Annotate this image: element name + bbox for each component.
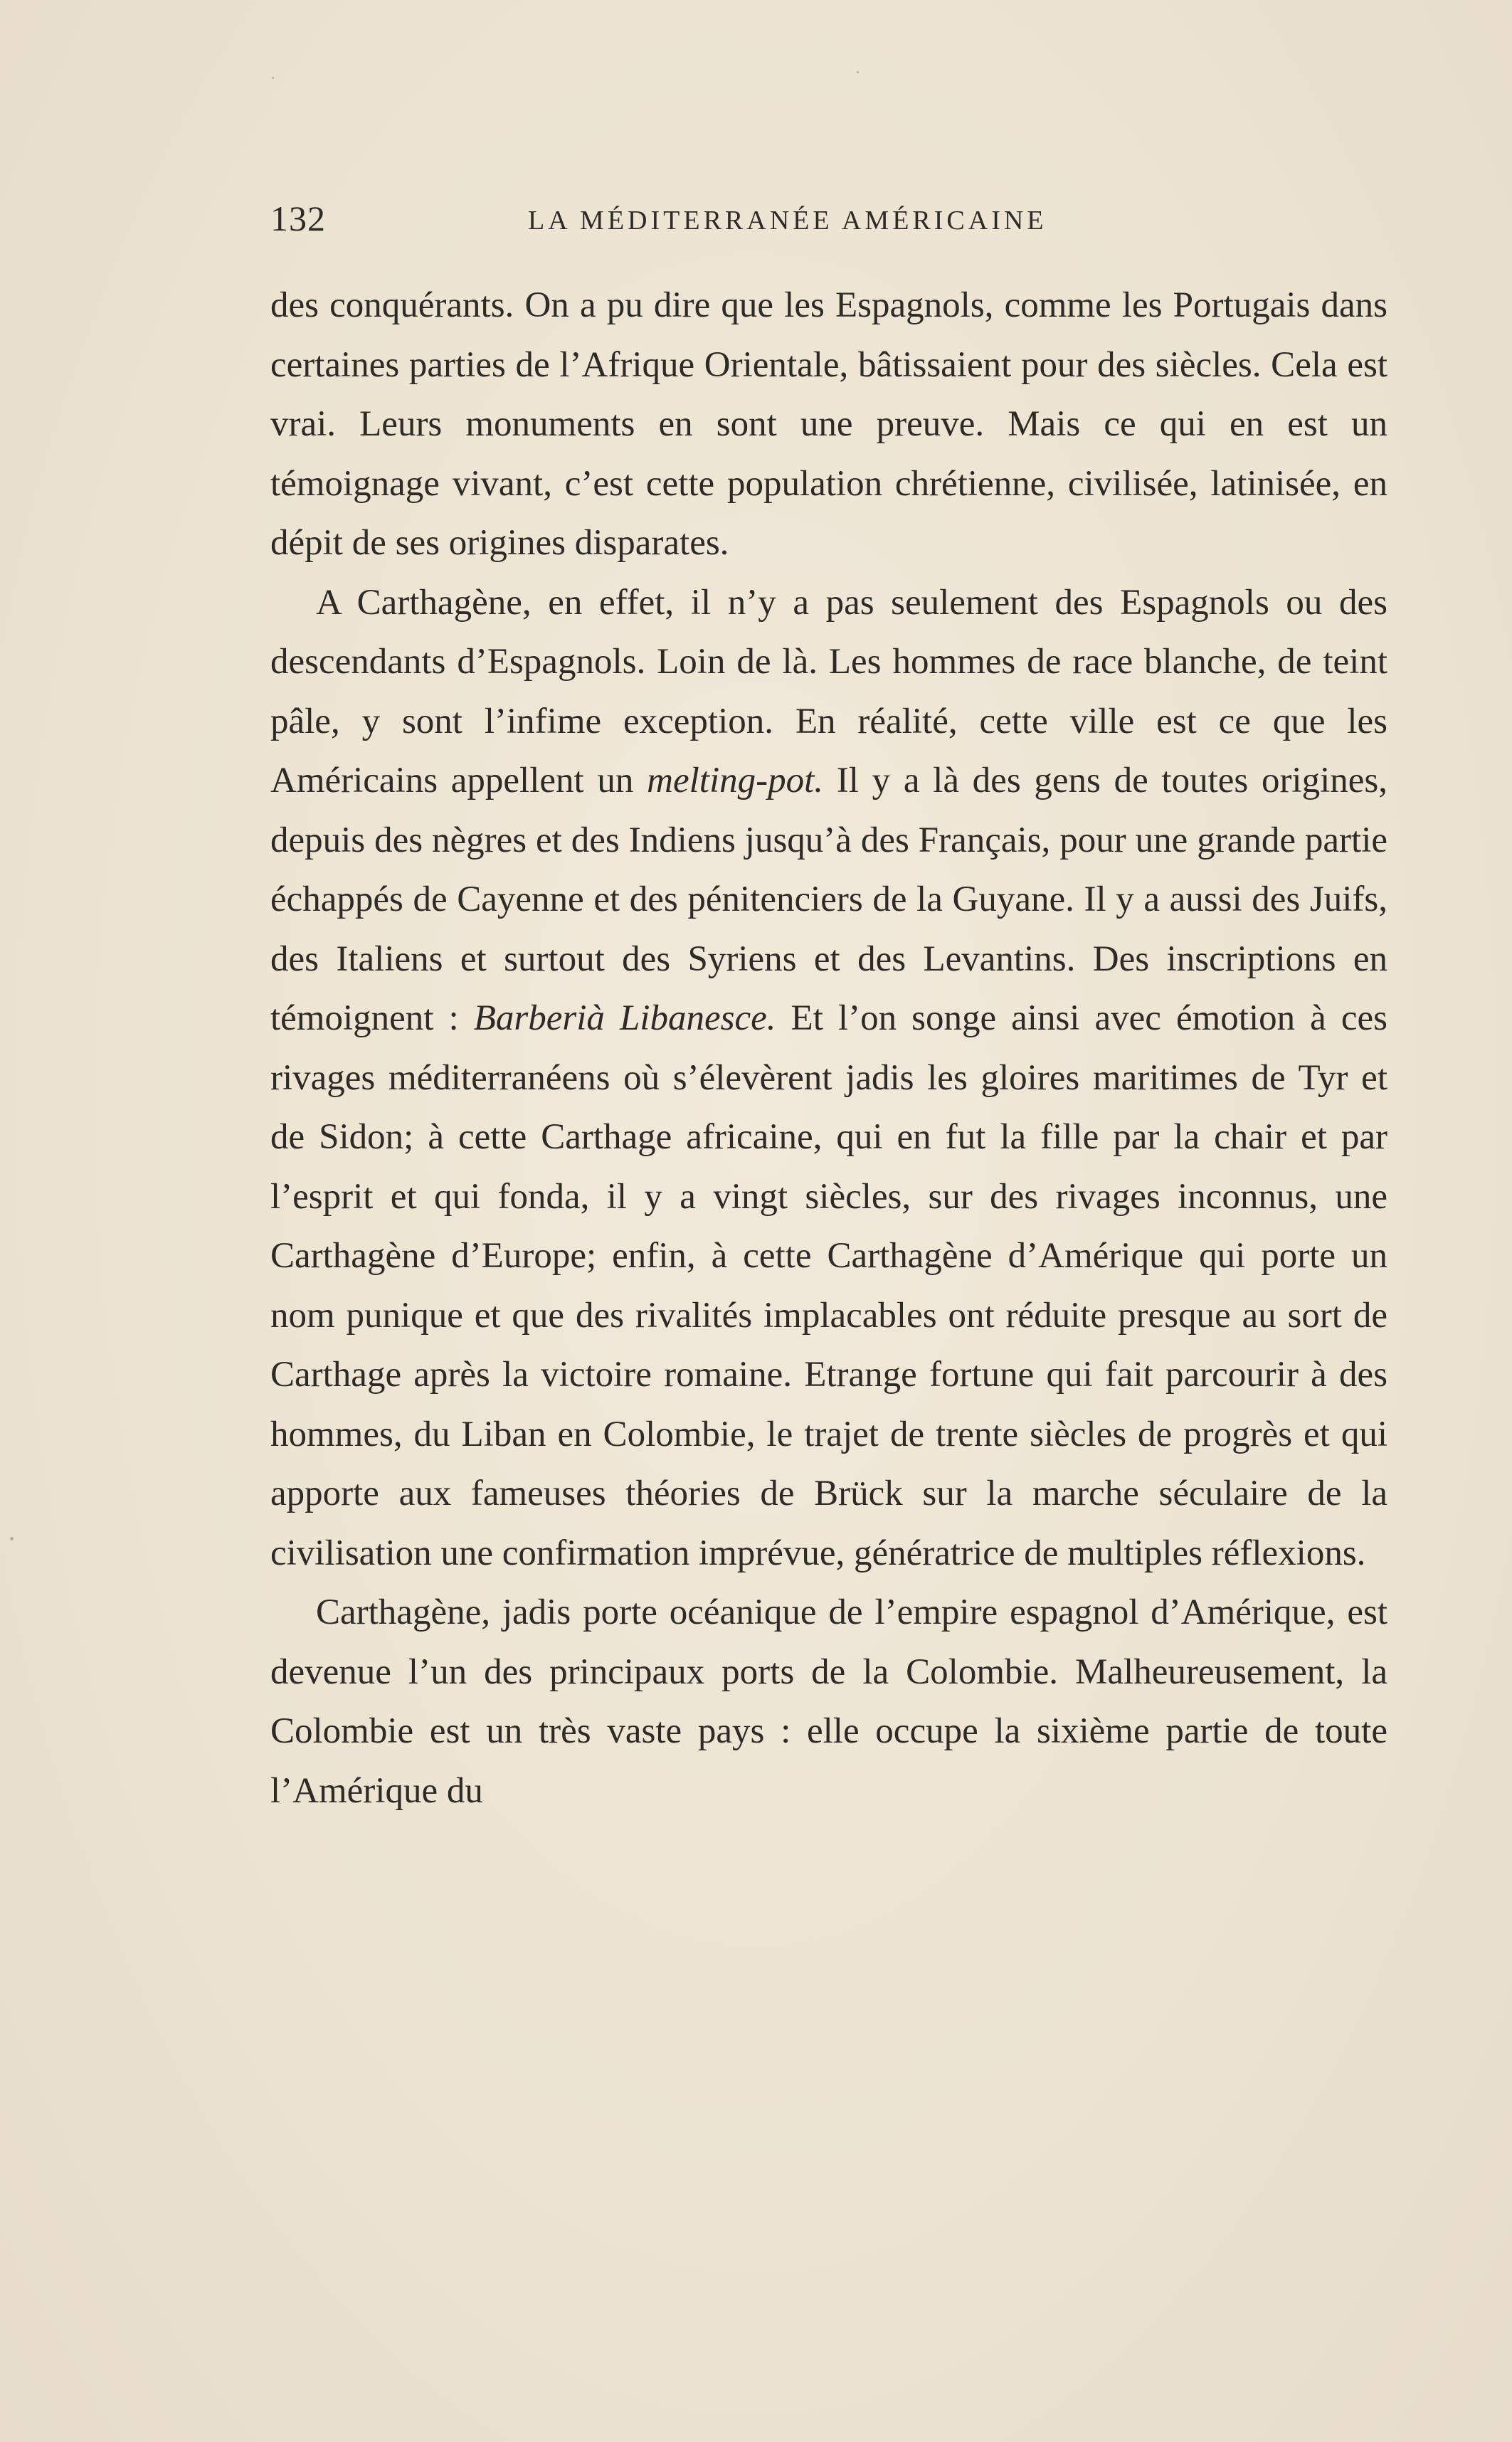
paragraph-2: [270, 574, 1387, 1584]
body-text: [270, 276, 1387, 1821]
paragraph-text: Et l’on songe ainsi avec émotion à ces rivages méditerranéens où s’élevèrent jadis les gloires maritimes de Tyr et de Sidon; à cette Carthage africaine, qui en fut la fille par la chair et par l’esprit et qui fonda, il y a vingt siècles, sur des rivages inconnus, une Carthagène d’Europe; enfin, à cette Carthagène d’Amérique qui porte un nom punique et que des rivalités implacables ont réduite presque au sort de Carthage après la victoire romaine. Etrange fortune qui fait parcourir à des hommes, du Liban en Colombie, le trajet de trente siècles de progrès et qui apporte aux fameuses théories de Brück sur la marche séculaire de la civilisation une confirmation imprévue, génératrice de multiples réflexions.: [270, 998, 1387, 1573]
page-number: 132: [270, 199, 326, 238]
running-head: LA MÉDITERRANÉE AMÉRICAINE: [528, 206, 1047, 236]
paragraph-text: A Carthagène, en effet, il n’y a pas seulement des Espagnols ou des descendants d’Espagnols. Loin de là. Les hommes de race blanche, de teint pâle, y sont l’infime exception. En réalité, cette ville est ce que les Américains appellent un: [270, 582, 1387, 800]
page-header: [270, 198, 1387, 255]
paragraph-text: des conquérants. On a pu dire que les Espagnols, comme les Portugais dans certaines parties de l’Afrique Orientale, bâtissaient pour des siècles. Cela est vrai. Leurs monuments en sont une preuve. Mais ce qui en est un témoignage vivant, c’est cette population chrétienne, civilisée, latinisée, en dépit de ses origines disparates.: [270, 285, 1387, 563]
paragraph-1: [270, 276, 1387, 574]
paragraph-3: [270, 1583, 1387, 1821]
paper-speck: [857, 71, 859, 73]
paper-speck: [10, 1537, 14, 1540]
paragraph-text: Il y a là des gens de toutes origines, depuis des nègres et des Indiens jusqu’à des Français, pour une grande partie échappés de Cayenne et des pénitenciers de la Guyane. Il y a aussi des Juifs, des Italiens et surtout des Syriens et des Levantins. Des inscriptions en témoignent :: [270, 761, 1388, 1038]
paragraph-text: Carthagène, jadis porte océanique de l’empire espagnol d’Amérique, est devenue l’un des principaux ports de la Colombie. Malheureusement, la Colombie est un très vaste pays : elle occupe la sixième partie de toute l’Amérique du: [270, 1592, 1387, 1811]
paper-speck: [272, 77, 274, 79]
italic-term-melting-pot: melting-pot.: [647, 761, 824, 800]
italic-inscription: Barberià Libanesce.: [473, 998, 776, 1038]
